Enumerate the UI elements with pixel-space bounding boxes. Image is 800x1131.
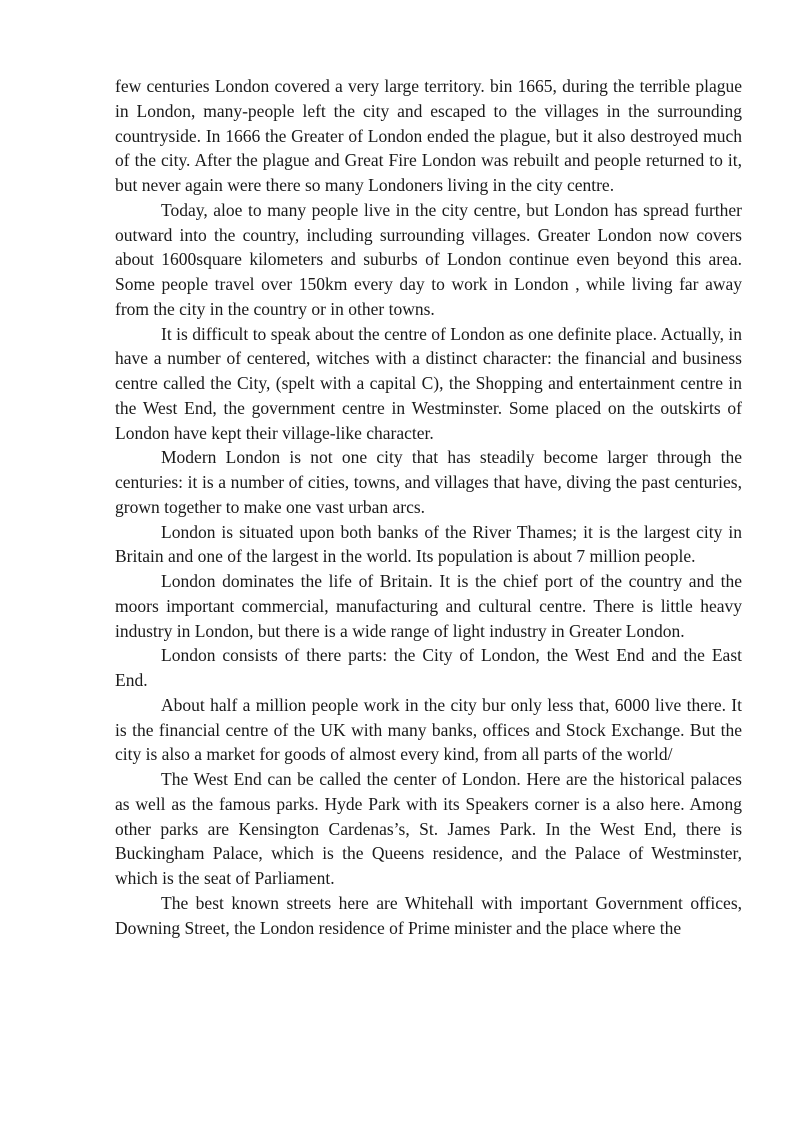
paragraph-the-city: About half a million people work in the city bur only less that, 6000 live there. It is the financial centre of the UK with many banks, offices and Stock Exchange. But the city is also a market for goods of almost every kind, from all parts of the world/ <box>115 694 742 765</box>
paragraph-streets: The best known streets here are Whitehall with important Government offices, Downing Street, the London residence of Prime minister and the place where the <box>115 892 742 938</box>
paragraph-plague-history: few centuries London covered a very large territory. bin 1665, during the terrible plague in London, many-people left the city and escaped to the villages in the surrounding countryside. In 1666 the Greater of London ended the plague, but it also destroyed much of the city. After the plague and Great Fire London was rebuilt and people returned to it, but never again were there so many Londoners living in the city centre. <box>115 76 742 195</box>
paragraph-centres: It is difficult to speak about the centre of London as one definite place. Actually, in have a number of centered, witches with a distinct character: the financial and business centre called the City, (spelt with a capital C), the Shopping and entertainment centre in the West End, the government centre in Westminster. Some placed on the outskirts of London have kept their village-like character. <box>115 323 742 443</box>
paragraph-thames: London is situated upon both banks of the River Thames; it is the largest city in Britain and one of the largest in the world. Its population is about 7 million people. <box>115 521 742 567</box>
paragraph-west-end: The West End can be called the center of London. Here are the historical palaces as well as the famous parks. Hyde Park with its Speakers corner is a also here. Among other parks are Kensington Cardenas’s, St. James Park. In the West End, there is Buckingham Palace, which is the Queens residence, and the Palace of Westminster, which is the seat of Parliament. <box>115 769 742 888</box>
paragraph-modern-london: Modern London is not one city that has steadily become larger through the centuries: it is a number of cities, towns, and villages that have, diving the past centuries, grown together to make one vast urban arcs. <box>115 447 742 517</box>
paragraph-three-parts: London consists of there parts: the City of London, the West End and the East End. <box>115 645 742 690</box>
paragraph-dominates: London dominates the life of Britain. It is the chief port of the country and the moors important commercial, manufacturing and cultural centre. There is little heavy industry in London, but there is a wide range of light industry in Greater London. <box>115 571 742 641</box>
paragraph-greater-london: Today, aloe to many people live in the city centre, but London has spread further outward into the country, including surrounding villages. Greater London now covers about 1600square kilometers and suburbs of London continue even beyond this area. Some people travel over 150km every day to work in London , while living far away from the city in the country or in other towns. <box>115 199 742 319</box>
document-page <box>115 74 742 940</box>
